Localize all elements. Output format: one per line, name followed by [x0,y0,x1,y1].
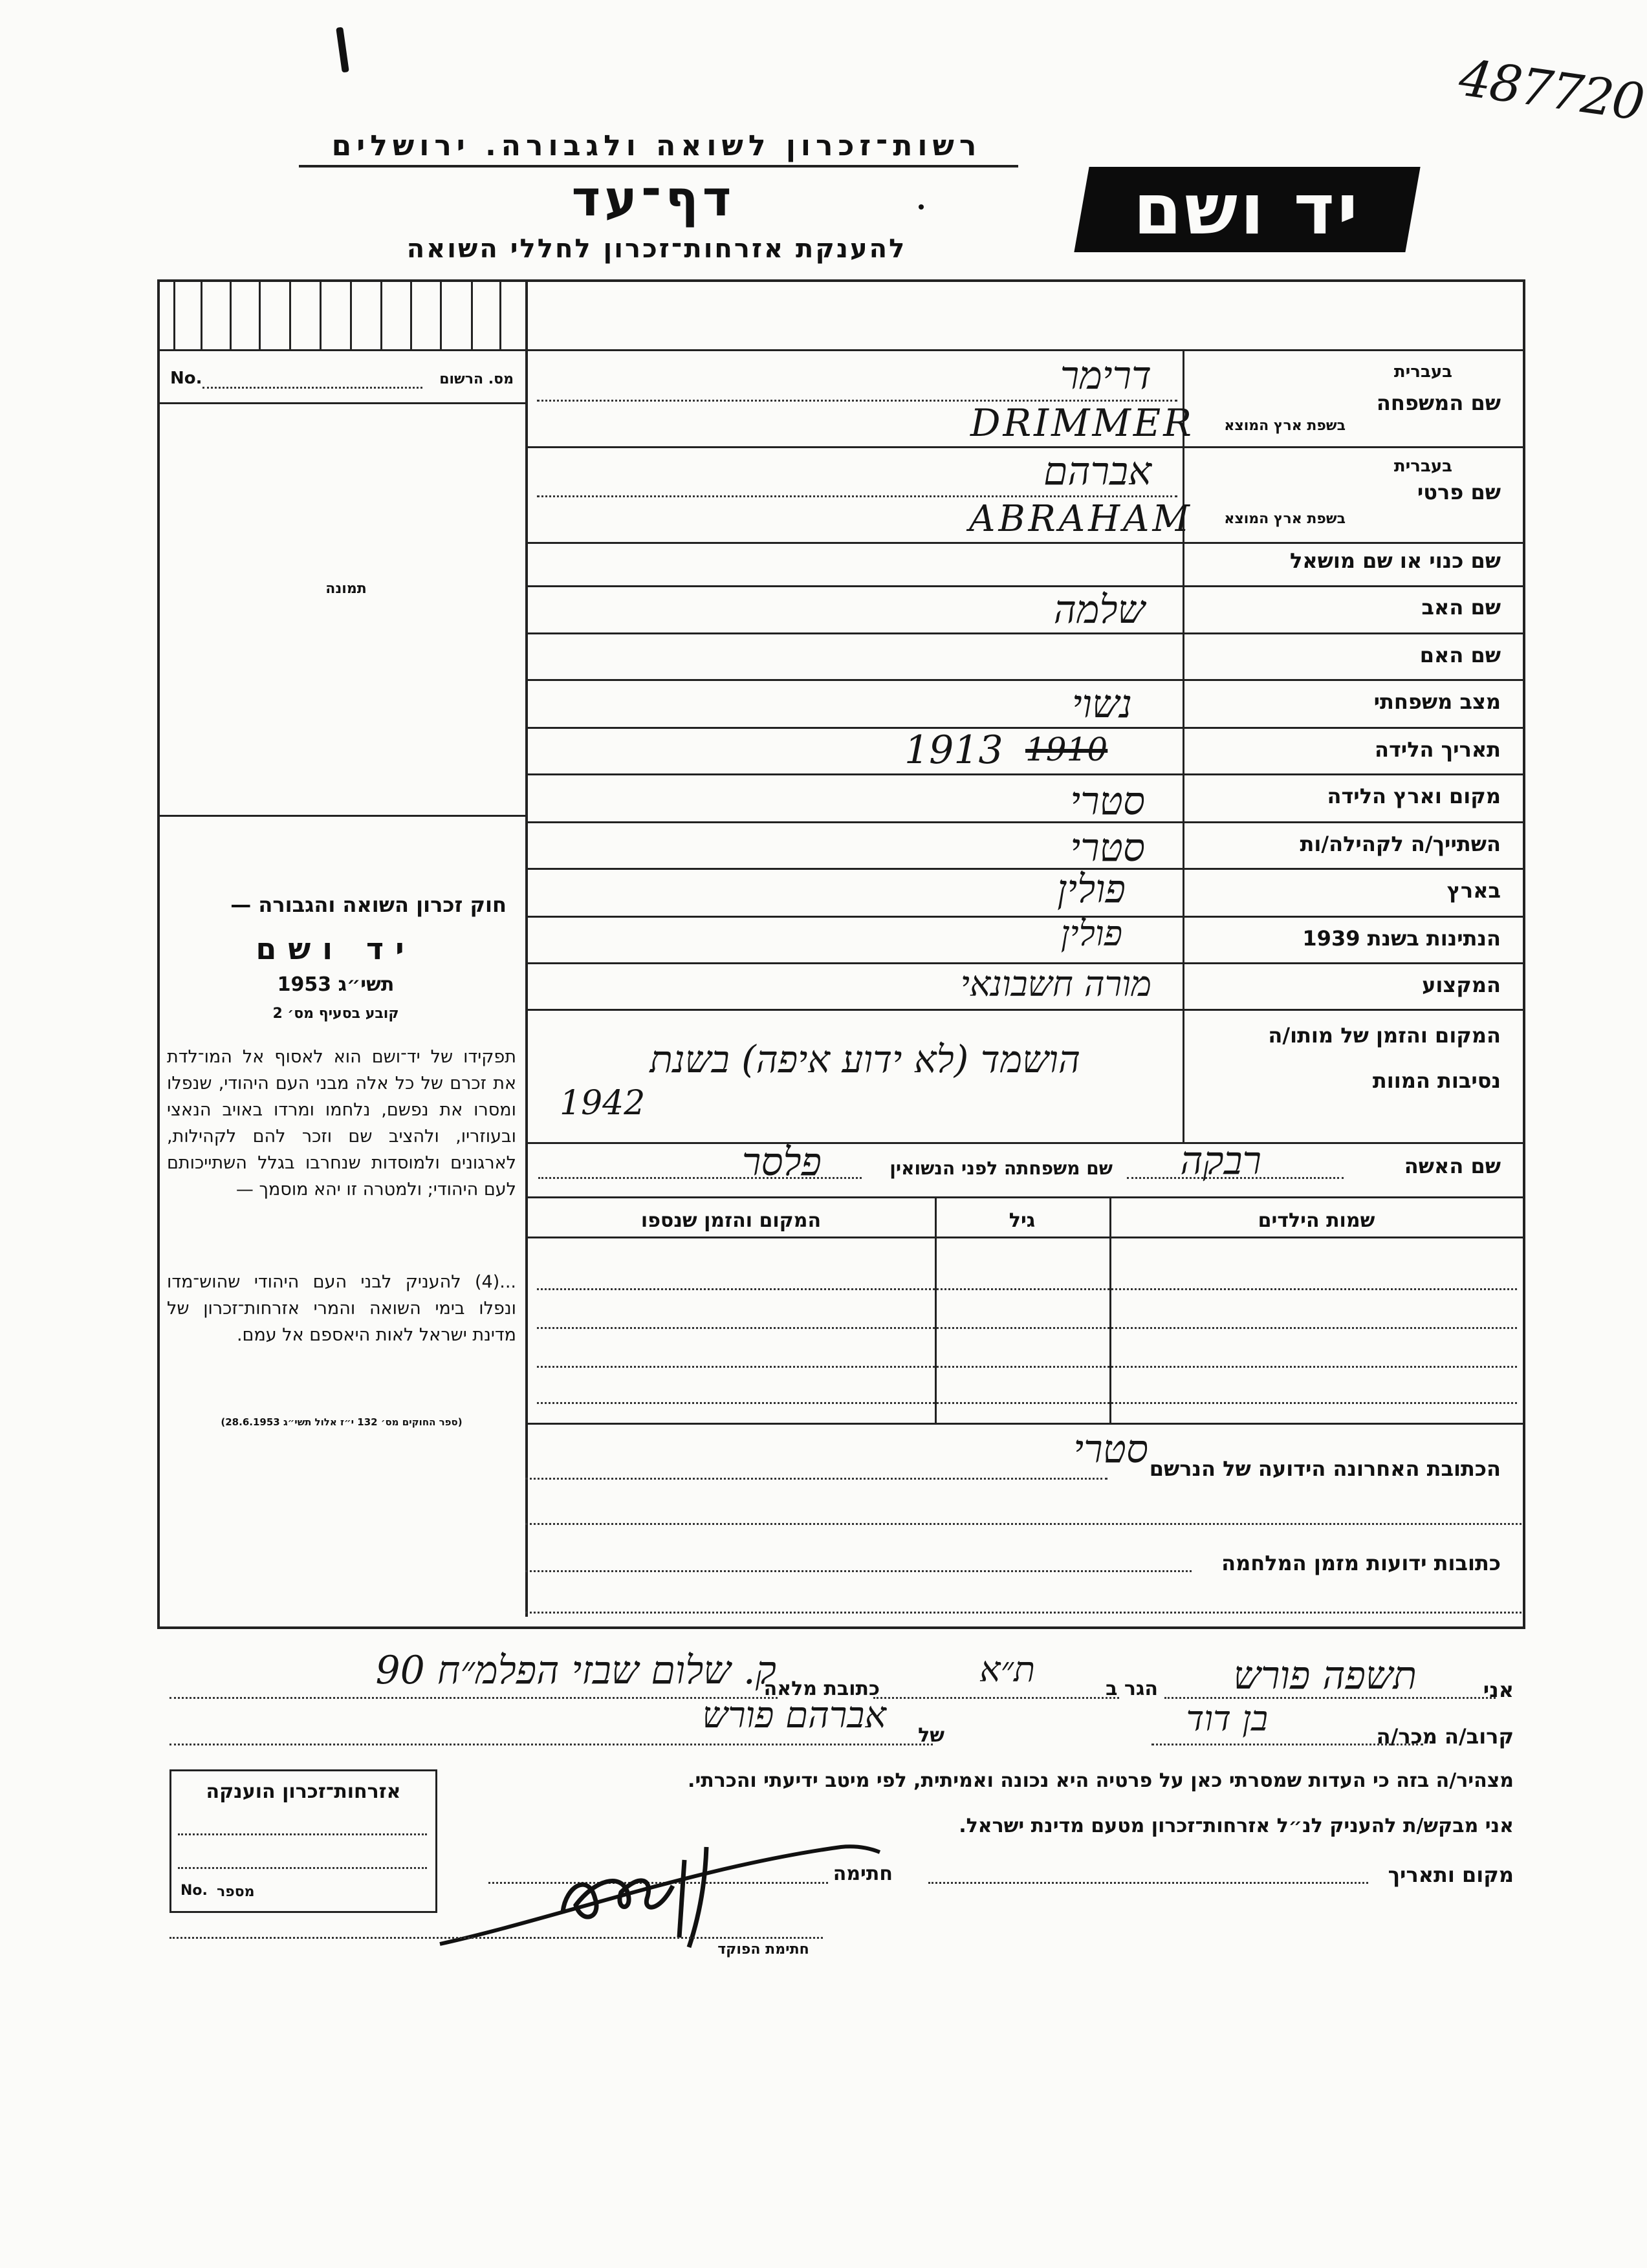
children-col-divider [1109,1196,1111,1423]
mother-label: שם האם [1419,643,1501,667]
strip-cell-divider [259,279,261,349]
first-name-he: אברהם [1043,449,1151,494]
top-strip-bottom [157,349,1525,351]
strip-cell-divider [173,279,175,349]
yad-vashem-logo [1074,167,1420,252]
row-sep [525,632,1525,634]
death-year: 1942 [560,1084,646,1123]
form-title: דף־עד [571,169,736,227]
war-address-label: כתובות ידועות מזמן המלחמה [1221,1551,1501,1575]
family-name-origin: DRIMMER [970,401,1194,445]
citizenship-box-line [178,1867,427,1869]
lives-value: ת״א [979,1649,1035,1690]
origin-lang-label: בשפת ארץ המוצא [1224,511,1346,527]
photo-label: תמונה [325,581,367,597]
of-label: של [918,1724,944,1747]
signature-stroke [440,1846,880,1944]
authority-heading: רשות־זכרון לשואה ולגבורה. ירושלים [331,129,982,162]
law-text-2: ...(4) להעניק לבני העם היהודי שהוש־מדו ונפלו בימי השואה והמרי אזרחות־זכרון של מדינת ישראל לאות היאספם אל עמם. [167,1272,516,1345]
row-sep [525,916,1525,918]
death-cause-label: נסיבות המוות [1372,1068,1501,1093]
address-extra-line [525,1523,1522,1525]
children-row [537,1402,1517,1404]
hebrew-label: בעברית [1393,362,1452,382]
of-field [169,1744,933,1745]
law-name: יד ושם [256,931,416,966]
marital-value: נשוי [1071,682,1132,727]
address-value: ק. שלום שבזי הפלמ״ח 90 [375,1648,776,1693]
children-names-header: שמות הילדים [1258,1209,1375,1232]
strip-cell-divider [380,279,382,349]
reg-no-row [165,367,518,393]
relative-field [1151,1744,1423,1745]
row-sep [525,542,1525,544]
children-place-header: המקום והזמן שנספו [640,1209,822,1232]
origin-lang-label: בשפת ארץ המוצא [1224,418,1346,434]
signature-stroke [689,1847,706,1947]
officer-signature-line [169,1937,823,1939]
column-divider [525,279,528,1617]
country-value: פולין [1057,867,1126,912]
of-value: אברהם פורש [702,1694,886,1736]
strip-cell-divider [410,279,412,349]
photo-bottom [157,815,526,817]
children-col-divider [935,1196,937,1423]
logo-text: יד ושם [1133,169,1361,250]
wife-label: שם האשה [1404,1154,1501,1178]
death-value: הושמד (לא ידוע איפה) בשנת [649,1037,1080,1081]
law-title: חוק זכרון השואה והגבורה — [230,892,507,917]
wife-row-bottom [525,1196,1525,1198]
last-address-label: הכתובת האחרונה הידועה של הנרשם [1149,1456,1501,1481]
community-value: סטרי [1070,825,1145,870]
row-sep [525,868,1525,870]
country-label: בארץ [1446,878,1501,903]
birth-place-label: מקום וארץ הלידה [1327,784,1501,808]
maiden-value: פלסר [741,1139,822,1185]
citizenship-no-prefix: No. [180,1883,208,1899]
family-name-label: שם המשפחה [1376,391,1501,415]
row-sep [525,1142,1525,1144]
children-row [537,1327,1517,1329]
authority-underline [299,165,1018,167]
stray-mark [336,27,349,73]
citizenship-box-line [178,1833,427,1835]
citizenship-value: פולין [1060,913,1122,954]
children-header-line [525,1237,1525,1238]
hebrew-label: בעברית [1393,457,1452,476]
form-subtitle: להענקת אזרחות־זכרון לחללי השואה [406,234,907,264]
strip-cell-divider [440,279,442,349]
father-value: שלמה [1053,587,1145,632]
strip-cell-divider [230,279,232,349]
reg-no-field [202,387,422,389]
strip-cell-divider [201,279,202,349]
profession-value: מורה חשבונאי [960,964,1151,1004]
place-date-label: מקום ותאריך [1388,1863,1514,1887]
children-row [537,1288,1517,1290]
citizenship-box [169,1769,437,1913]
row-sep [525,727,1525,729]
death-place-label: המקום והזמן של מותו/ה [1268,1023,1501,1048]
birth-place-value: סטרי [1070,779,1145,824]
signature-label: חתימה [833,1863,893,1885]
reg-no-prefix: No. [170,369,202,388]
reg-no-label: מס. הרשום [439,371,514,387]
family-name-he: דרימר [1060,353,1151,398]
strip-cell-divider [350,279,352,349]
row-sep [525,446,1525,448]
signature-stroke [679,1860,684,1938]
lives-field [873,1697,1119,1699]
first-name-origin: ABRAHAM [969,498,1193,540]
first-row-dots [537,495,1177,497]
law-year: תשי״ג 1953 [277,973,395,996]
children-row [537,1366,1517,1368]
statement-1: מצהיר/ה בזה כי העדות שמסרתי כאן על פרטיה היא נכונה ואמיתית, לפי מיטב ידיעתי והכרתי. [688,1769,1514,1792]
place-date-field [928,1882,1368,1884]
relative-label: קרוב/ה מכר/ה [1376,1724,1514,1749]
strip-cell-divider [289,279,291,349]
i-value: תשפה פורש [1233,1653,1417,1698]
officer-signature-label: חתימת הפוקד [717,1941,809,1958]
father-label: שם האב [1421,595,1501,620]
birth-date-value: 1913 [904,728,1003,773]
profession-label: המקצוע [1422,973,1501,997]
lives-label: הגר ב [1106,1678,1158,1700]
title-dot [919,204,924,210]
war-address-field [525,1570,1192,1572]
strip-cell-divider [471,279,473,349]
community-label: השתייך/ה לקהילה/ות [1300,832,1501,856]
war-address-line [525,1612,1522,1614]
law-text-1: תפקידו של יד־ושם הוא לאסוף אל המו־לדת את זכרם של כל אלה מבני העם היהודי, שנפלו ומסרו את נפשם, נלחמו ומרדו באויב הנאצי ובעוזריו, ולהציב שם וזכר להם לקהילות, לארגונים ולמוסדות שנחרבו בגלל השתייכותם לעם היהודי; ולמטרה זו יהא מוסמך — [167,1047,516,1200]
row-sep [525,773,1525,775]
file-number-stamp: 487720 [1456,49,1647,133]
row-sep [525,585,1525,587]
row-sep [525,821,1525,823]
reg-no-divider [157,402,526,404]
citizenship-label: הנתינות בשנת 1939 [1302,926,1501,951]
last-address-field [525,1478,1107,1480]
address-label: כתובת מלאה [763,1678,880,1700]
i-label: אני [1483,1678,1514,1702]
law-source: (ספר החוקים מס׳ 132 י״ז אלול תשי״ג 28.6.1953) [221,1416,463,1428]
children-table-bottom [525,1423,1525,1425]
maiden-label: שם משפחתה לפני הנשואין [889,1158,1113,1179]
label-divider [1183,349,1184,1142]
wife-value: רבקה [1180,1138,1261,1183]
relative-value: בן דוד [1186,1698,1268,1739]
citizenship-box-title: אזרחות־זכרון הוענקה [206,1780,401,1803]
first-name-label: שם פרטי [1417,480,1501,504]
law-clause: קובע בסעיף מס׳ 2 [272,1006,399,1022]
statement-2: אני מבקש/ת להעניק לנ״ל אזרחות־זכרון מטעם מדינת ישראל. [959,1815,1514,1837]
citizenship-number-label: מספר [217,1884,255,1900]
strip-cell-divider [499,279,501,349]
row-sep [525,1009,1525,1011]
address-field [169,1697,778,1699]
children-age-header: גיל [1009,1209,1036,1232]
row-sep [525,679,1525,681]
nickname-label: שם כנוי או שם מושאל [1289,548,1501,573]
strip-cell-divider [320,279,322,349]
last-address-value: סטרי [1073,1427,1148,1472]
birth-date-struck: 1910 [1025,731,1108,768]
marital-label: מצב משפחתי [1373,689,1501,714]
birth-date-label: תאריך הלידה [1374,737,1501,762]
